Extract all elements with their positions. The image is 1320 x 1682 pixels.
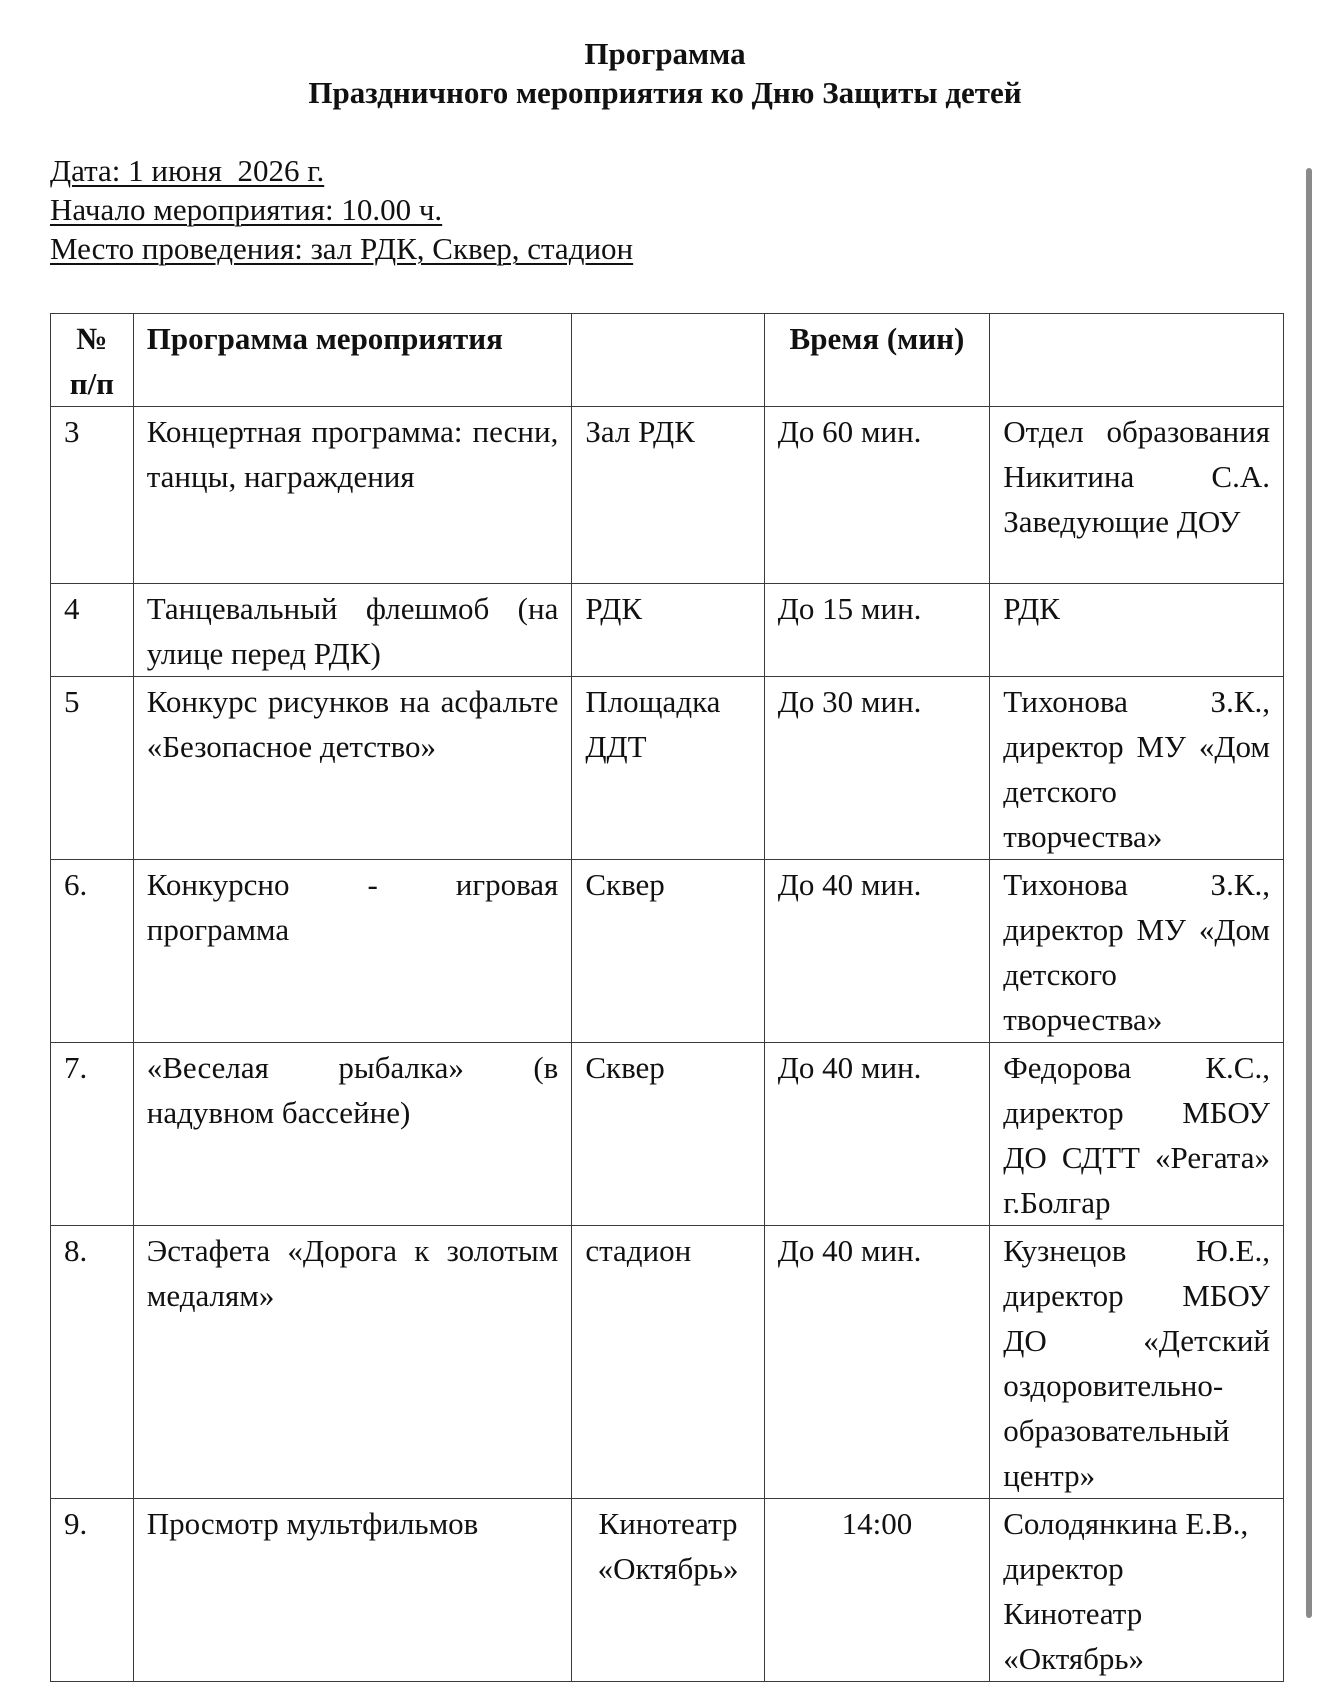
table-row	[51, 677, 1284, 860]
row-program: «Веселая рыбалка» (в надувном бассейне)	[133, 1043, 572, 1226]
row-number: 4	[51, 584, 134, 677]
table-row	[51, 1226, 1284, 1499]
row-program: Концертная программа: песни, танцы, награждения	[133, 407, 572, 584]
header-number-line2: п/п	[69, 366, 115, 401]
header-place	[572, 314, 764, 407]
row-number: 7.	[51, 1043, 134, 1226]
table-row	[51, 1499, 1284, 1682]
table-row	[51, 407, 1284, 584]
header-responsible	[990, 314, 1284, 407]
row-number: 6.	[51, 860, 134, 1043]
row-time: До 40 мин.	[764, 1043, 989, 1226]
event-location: Место проведения: зал РДК, Сквер, стадион	[50, 231, 634, 266]
header-number-line1: №	[76, 321, 108, 356]
table-row	[51, 1043, 1284, 1226]
row-program: Конкурс рисунков на асфальте «Безопасное детство»	[133, 677, 572, 860]
row-responsible: РДК	[990, 584, 1284, 677]
row-program: Эстафета «Дорога к золотым медалям»	[133, 1226, 572, 1499]
document-subtitle: Праздничного мероприятия ко Дню Защиты детей	[308, 75, 1022, 110]
row-number: 9.	[51, 1499, 134, 1682]
table-header-row	[51, 314, 1284, 407]
header-program: Программа мероприятия	[133, 314, 572, 407]
row-time: До 40 мин.	[764, 860, 989, 1043]
row-responsible: Тихонова З.К., директор МУ «Дом детского творчества»	[990, 860, 1284, 1043]
document-title: Программа	[584, 36, 746, 71]
row-program: Конкурсно - игровая программа	[133, 860, 572, 1043]
row-responsible: Федорова К.С., директор МБОУ ДО СДТТ «Регата» г.Болгар	[990, 1043, 1284, 1226]
row-place: Зал РДК	[572, 407, 764, 584]
row-time: До 60 мин.	[764, 407, 989, 584]
row-time: До 40 мин.	[764, 1226, 989, 1499]
row-program: Танцевальный флешмоб (на улице перед РДК)	[133, 584, 572, 677]
row-time: 14:00	[764, 1499, 989, 1682]
row-responsible: Кузнецов Ю.Е., директор МБОУ ДО «Детский оздоровительно-образовательный центр»	[990, 1226, 1284, 1499]
table-row	[51, 584, 1284, 677]
row-number: 3	[51, 407, 134, 584]
row-place: Кинотеатр «Октябрь»	[572, 1499, 764, 1682]
header-number	[51, 314, 134, 407]
table-row	[51, 860, 1284, 1043]
row-time: До 30 мин.	[764, 677, 989, 860]
row-place: Площадка ДДТ	[572, 677, 764, 860]
program-table	[50, 313, 1284, 1682]
row-responsible: Тихонова З.К., директор МУ «Дом детского творчества»	[990, 677, 1284, 860]
row-time: До 15 мин.	[764, 584, 989, 677]
vertical-scrollbar[interactable]	[1306, 168, 1312, 1618]
row-place: стадион	[572, 1226, 764, 1499]
row-responsible: Отдел образования Никитина С.А. Заведующие ДОУ	[990, 407, 1284, 584]
row-number: 5	[51, 677, 134, 860]
event-date: Дата: 1 июня 2026 г.	[50, 153, 325, 188]
row-responsible: Солодянкина Е.В., директор Кинотеатр «Октябрь»	[990, 1499, 1284, 1682]
event-start-time: Начало мероприятия: 10.00 ч.	[50, 192, 443, 227]
row-place: Сквер	[572, 860, 764, 1043]
header-time: Время (мин)	[764, 314, 989, 407]
row-place: РДК	[572, 584, 764, 677]
row-number: 8.	[51, 1226, 134, 1499]
row-place: Сквер	[572, 1043, 764, 1226]
row-program: Просмотр мультфильмов	[133, 1499, 572, 1682]
